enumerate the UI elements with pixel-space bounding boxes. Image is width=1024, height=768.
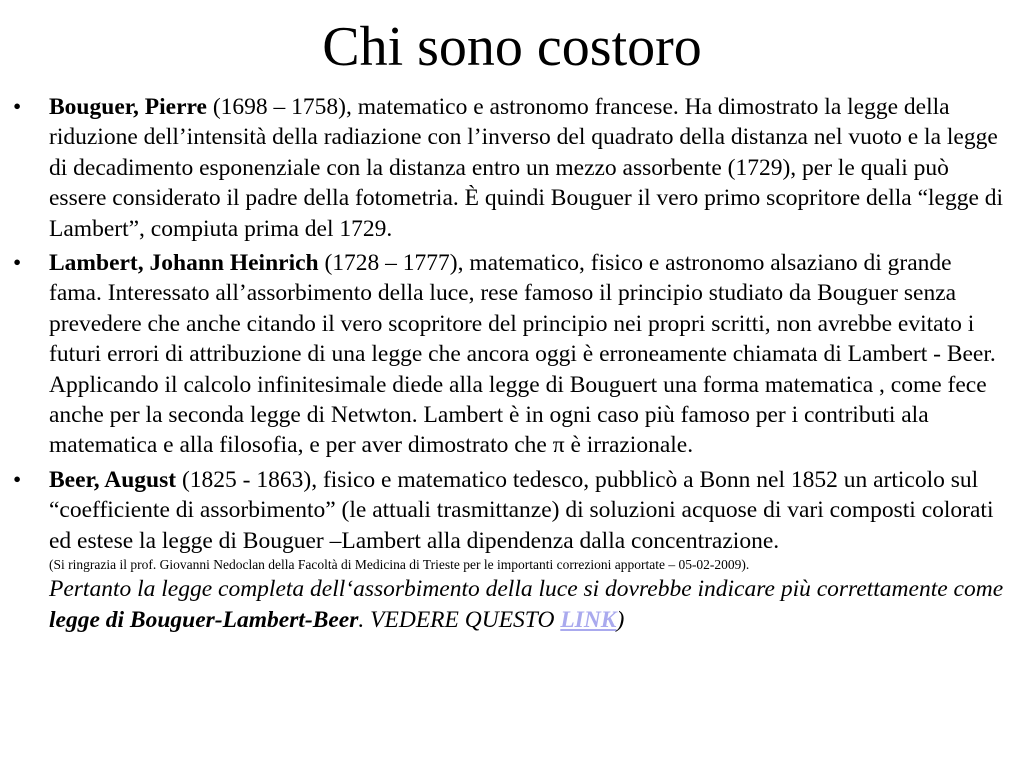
conclusion-start: Pertanto la legge completa dell‘assorbimento della luce si dovrebbe indicare più correttamente come	[49, 576, 1004, 603]
slide-title: Chi sono costoro	[322, 16, 702, 78]
bullet-icon: •	[13, 250, 22, 277]
person-name: Lambert, Johann Heinrich	[49, 250, 319, 277]
bullet-icon: •	[13, 94, 22, 120]
conclusion-mid: . VEDERE QUESTO	[358, 606, 561, 633]
conclusion-text	[49, 574, 1010, 635]
person-name: Beer, August	[49, 466, 177, 493]
bullet-beer	[0, 465, 1024, 635]
law-name: legge di Bouguer-Lambert-Beer	[49, 606, 359, 633]
conclusion-end: )	[616, 606, 625, 633]
bullet-lambert	[0, 248, 1024, 461]
person-name: Bouguer, Pierre	[49, 94, 207, 120]
person-description: (1728 – 1777), matematico, fisico e astronomo alsaziano di grande fama. Interessato all’assorbimento della luce, rese famoso il principio studiato da Bouguer senza prevedere che anche citando il vero scopritore del principio nei propri scritti, non avrebbe evitato i futuri errori di attribuzione di una legge che ancora oggi è erroneamente chiamata di Lambert - Beer. Applicando il calcolo infinitesimale diede alla legge di Bouguert una forma matematica , come fece anche per la seconda legge di Netwton. Lambert è in ogni caso più famoso per i contributi ala matematica e alla filosofia, e per aver dimostrato che π è irrazionale.	[49, 250, 996, 459]
acknowledgement-note: (Si ringrazia il prof. Giovanni Nedoclan della Facoltà di Medicina di Trieste per le importanti correzioni apportate – 05-02-2009).	[49, 557, 750, 573]
person-description: (1825 - 1863), fisico e matematico tedesco, pubblicò a Bonn nel 1852 un articolo sul “coefficiente di assorbimento” (le attuali trasmittanze) di soluzioni acquose di vari composti colorati ed estese la legge di Bouguer –Lambert alla dipendenza dalla concentrazione.	[49, 466, 994, 554]
bullet-bouguer	[0, 92, 1024, 244]
bullet-list	[0, 92, 1024, 639]
link[interactable]: LINK	[560, 606, 617, 633]
person-description: (1698 – 1758), matematico e astronomo francese. Ha dimostrato la legge della riduzione dell’intensità della radiazione con l’inverso del quadrato della distanza nel vuoto e la legge di decadimento esponenziale con la distanza entro un mezzo assorbente (1729), per le quali può essere considerato il padre della fotometria. È quindi Bouguer il vero primo scopritore della “legge di Lambert”, compiuta prima del 1729.	[49, 94, 1004, 242]
bullet-icon: •	[13, 466, 22, 493]
